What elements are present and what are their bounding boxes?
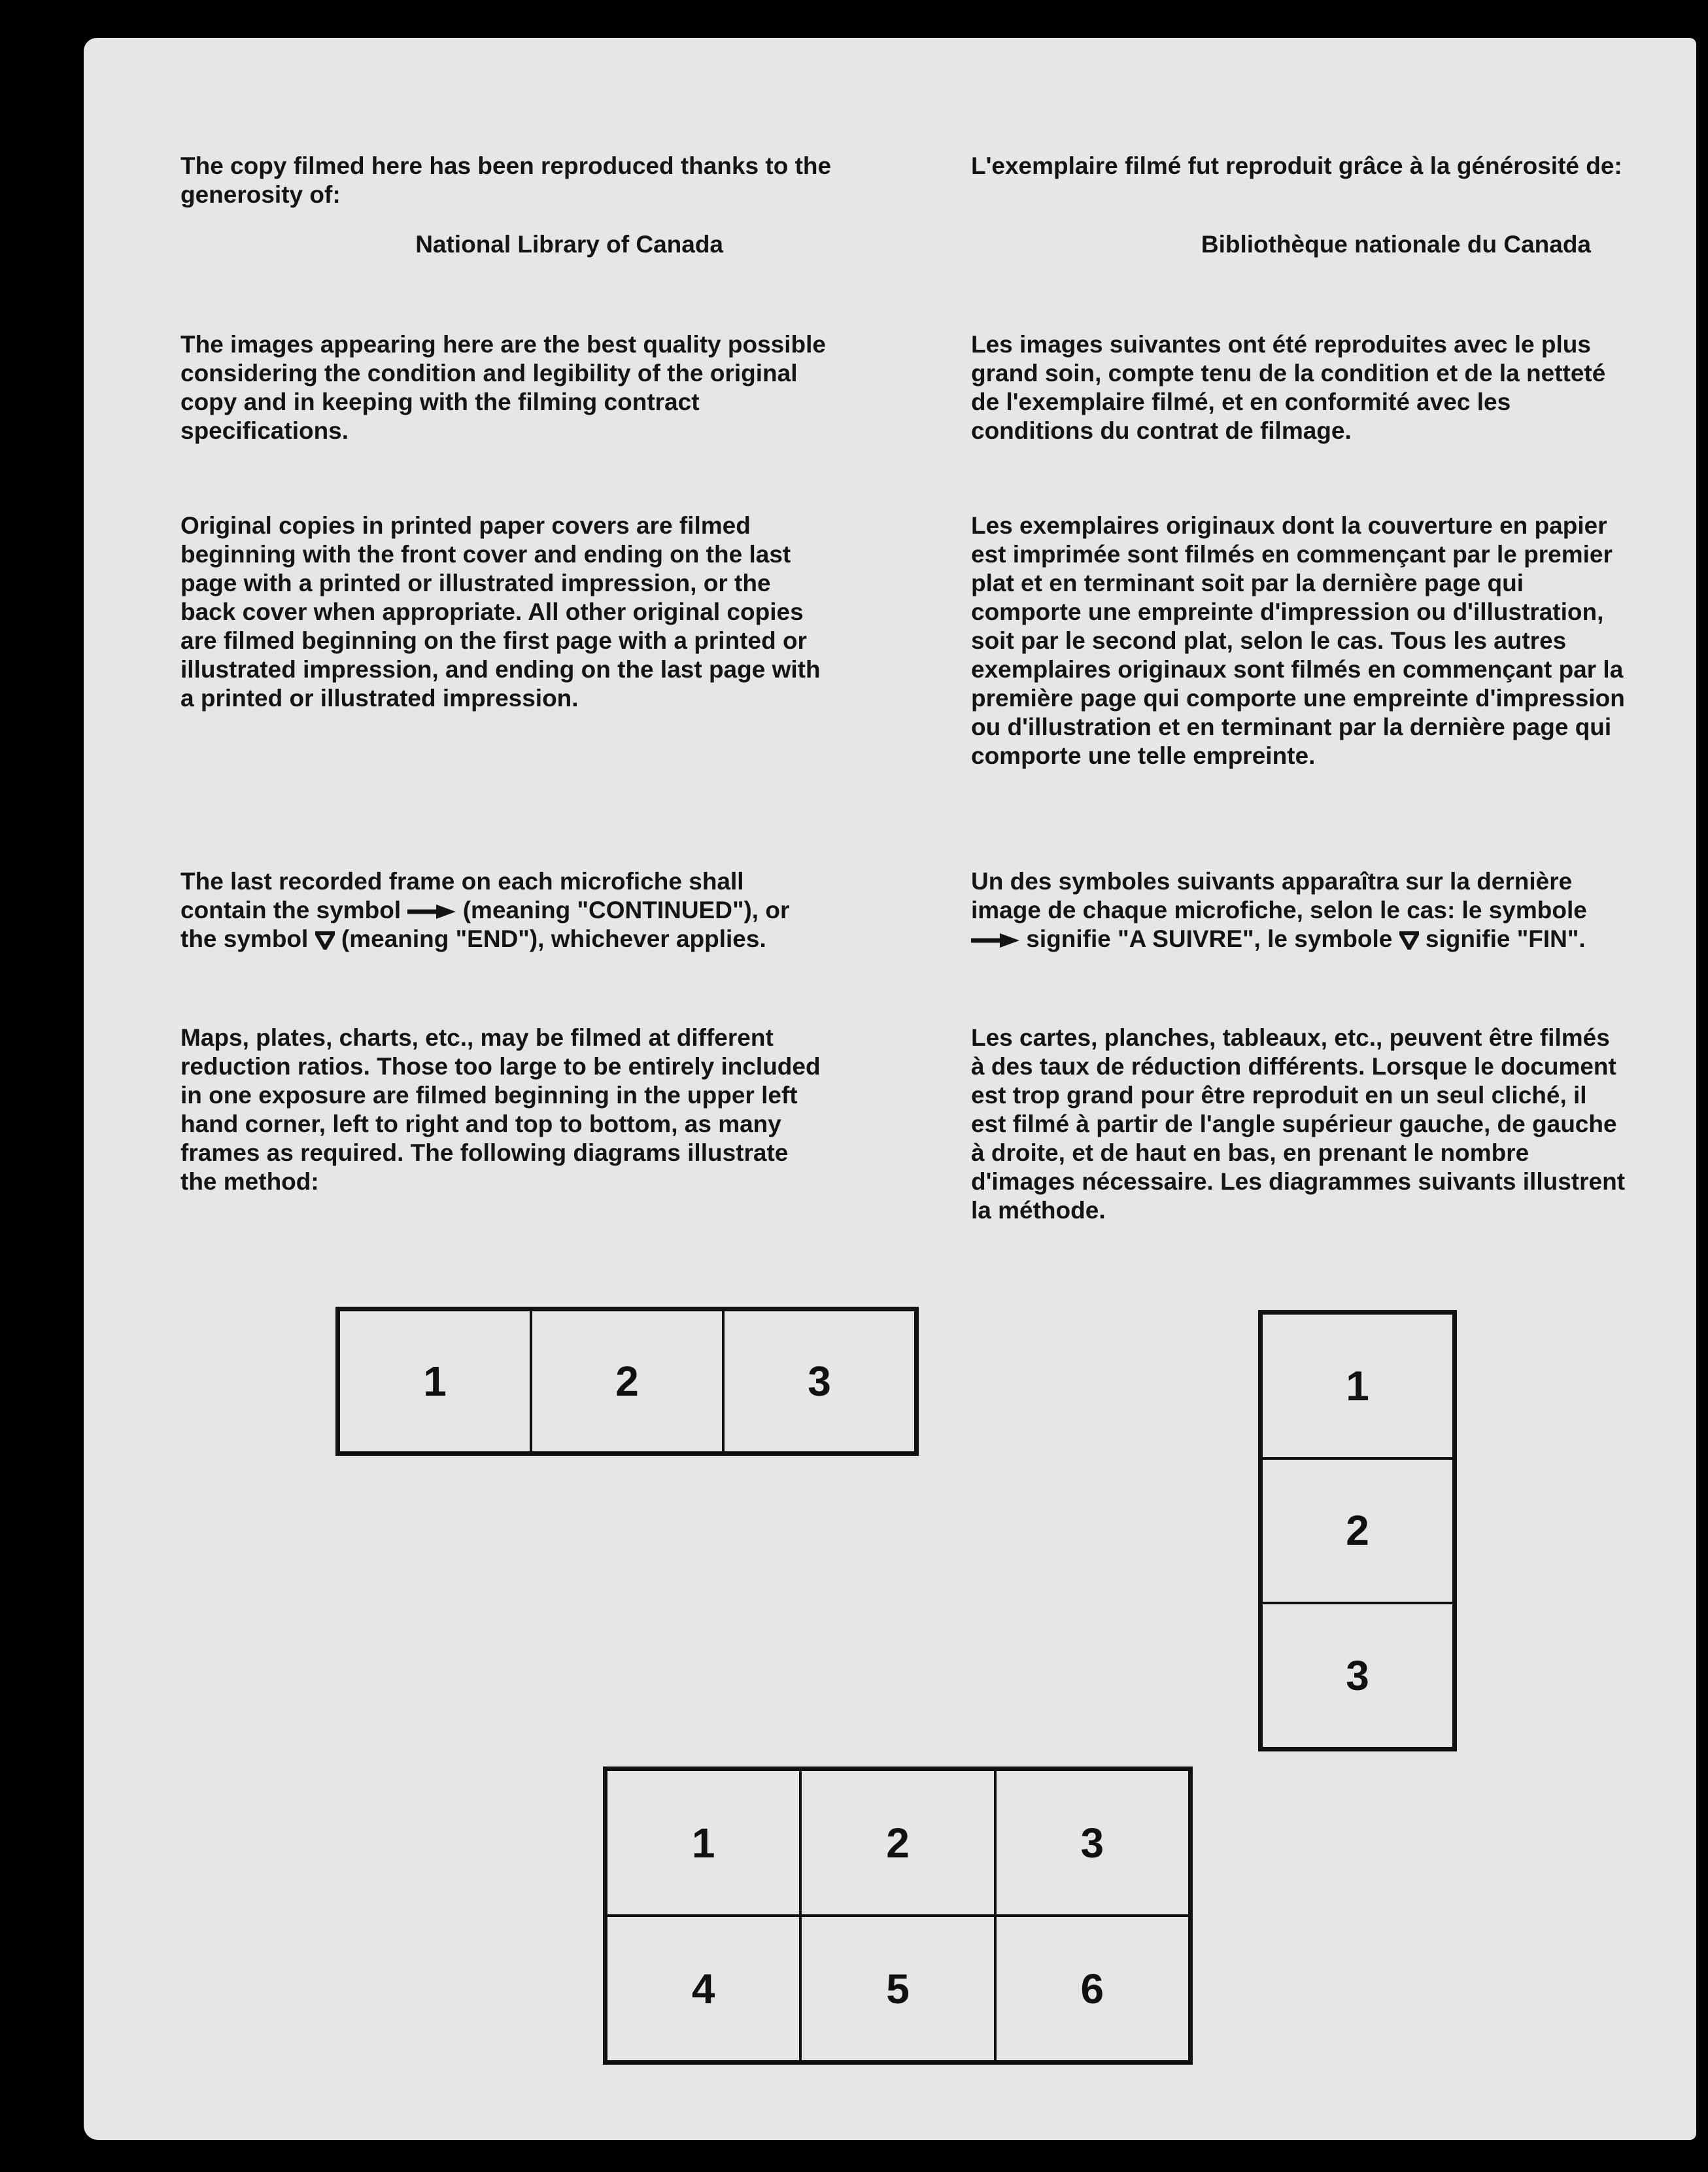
english-symbols-text-b: (meaning "CONTINUED"), or the symbol	[180, 897, 790, 952]
french-symbols-paragraph	[971, 867, 1605, 954]
diagram-cell: 3	[995, 1770, 1189, 1916]
english-symbols-text-c: (meaning "END"), whichever applies.	[341, 925, 766, 952]
diagram-cell: 3	[723, 1310, 915, 1453]
french-symbols-text-a: Un des symboles suivants apparaîtra sur la dernière image de chaque microfiche, selon le cas: le symbole	[971, 868, 1587, 923]
french-symbols-text-b: signifie "A SUIVRE", le symbole	[1026, 925, 1393, 952]
french-credit-intro: L'exemplaire filmé fut reproduit grâce à la générosité de:	[971, 152, 1622, 179]
diagram-cell: 4	[606, 1916, 800, 2061]
diagram-cell: 2	[531, 1310, 723, 1453]
french-original-copies-paragraph: Les exemplaires originaux dont la couverture en papier est imprimée sont filmés en commençant par le premier plat et en terminant soit par la dernière page qui comporte une empreinte d'impression ou d'illustration, soit par le second plat, selon le cas. Tous les autres exemplaires originaux sont filmés en commençant par la première page qui comporte une empreinte d'impression ou d'illustration et en terminant par la dernière page qui comporte une telle empreinte.	[971, 512, 1625, 769]
diagram-cell: 6	[995, 1916, 1189, 2061]
diagram-horizontal	[335, 1307, 919, 1456]
english-maps-paragraph: Maps, plates, charts, etc., may be filmed at different reduction ratios. Those too large to be entirely included in one exposure are filmed beginning in the upper left hand corner, left to right and top to bottom, as many frames as required. The following diagrams illustrate the method:	[180, 1024, 821, 1195]
triangle-down-icon	[315, 931, 335, 950]
english-original-copies-paragraph: Original copies in printed paper covers are filmed beginning with the front cover and ending on the last page with a printed or illustrated impression, or the back cover when appropriate. All other original copies are filmed beginning on the first page with a printed or illustrated impression, and ending on the last page with a printed or illustrated impression.	[180, 512, 821, 712]
english-library-name: National Library of Canada	[415, 231, 723, 258]
diagram-grid	[603, 1767, 1193, 2065]
diagram-cell: 5	[800, 1916, 995, 2061]
french-maps-paragraph: Les cartes, planches, tableaux, etc., peuvent être filmés à des taux de réduction différents. Lorsque le document est trop grand pour être reproduit en un seul cliché, il est filmé à partir de l'angle supérieur gauche, de gauche à droite, et de haut en bas, en prenant le nombre d'images nécessaire. Les diagrammes suivants illustrent la méthode.	[971, 1024, 1626, 1224]
english-credit-intro: The copy filmed here has been reproduced thanks to the generosity of:	[180, 152, 832, 208]
diagram-cell: 1	[606, 1770, 800, 1916]
english-symbols-text-a: The last recorded frame on each microfiche shall contain the symbol	[180, 868, 744, 923]
diagram-cell: 1	[339, 1310, 531, 1453]
english-quality-paragraph: The images appearing here are the best quality possible considering the condition and legibility of the original copy and in keeping with the filming contract specifications.	[180, 331, 826, 444]
diagram-cell: 3	[1261, 1603, 1454, 1748]
french-quality-paragraph: Les images suivantes ont été reproduites avec le plus grand soin, compte tenu de la condition et de la netteté de l'exemplaire filmé, et en conformité avec les conditions du contrat de filmage.	[971, 331, 1606, 444]
french-symbols-text-c: signifie "FIN".	[1425, 925, 1586, 952]
triangle-down-icon	[1399, 931, 1419, 950]
french-library-name: Bibliothèque nationale du Canada	[1201, 231, 1591, 258]
english-symbols-paragraph	[180, 867, 828, 954]
diagram-cell: 2	[800, 1770, 995, 1916]
diagram-cell: 2	[1261, 1458, 1454, 1604]
diagram-vertical	[1258, 1310, 1457, 1751]
arrow-right-icon	[971, 933, 1019, 948]
diagram-cell: 1	[1261, 1313, 1454, 1458]
arrow-right-icon	[407, 904, 456, 920]
